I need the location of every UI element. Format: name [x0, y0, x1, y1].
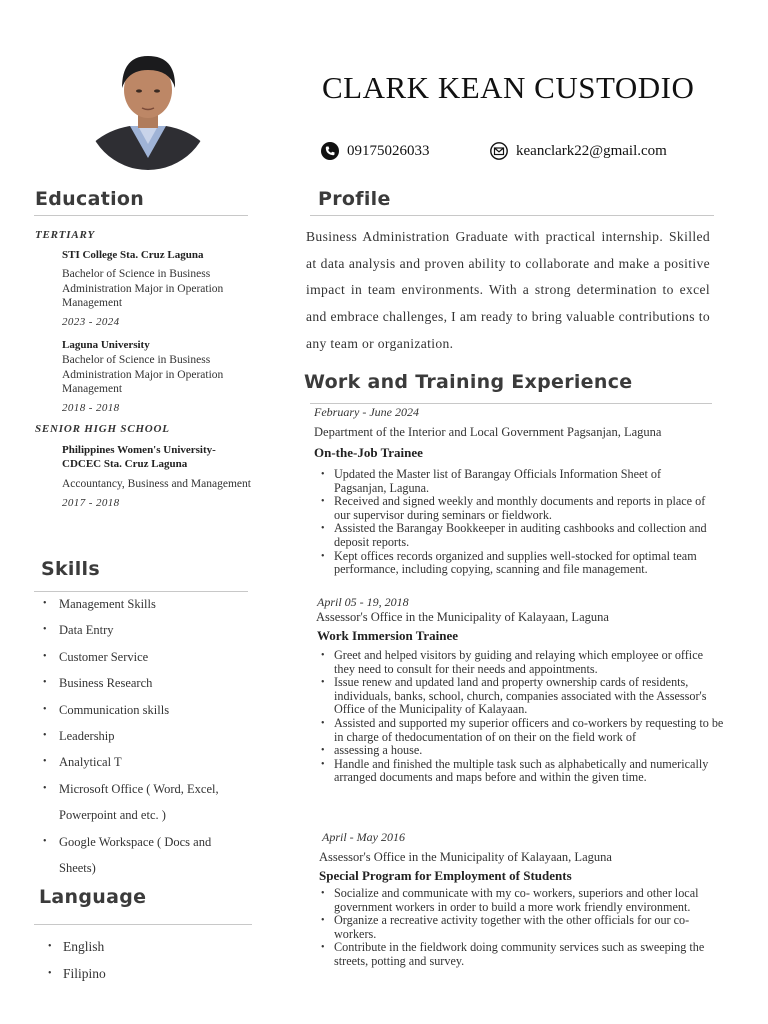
phone-number[interactable]: 09175026033 — [347, 142, 430, 159]
education-entry — [62, 443, 252, 509]
entry-role: Special Program for Employment of Students — [319, 868, 572, 883]
degree: Accountancy, Business and Management — [62, 478, 251, 490]
education-entry — [62, 248, 252, 328]
skills-heading: Skills — [41, 558, 100, 580]
experience-rule — [310, 403, 712, 404]
profile-rule — [310, 215, 714, 216]
entry-duties — [315, 649, 725, 785]
experience-heading: Work and Training Experience — [304, 371, 633, 393]
list-item: • Filipino — [39, 960, 239, 987]
school-name: STI College Sta. Cruz Laguna — [62, 249, 204, 261]
list-item: • Data Entry — [35, 617, 250, 643]
list-item: • Leadership — [35, 723, 250, 749]
school-name: Philippines Women's University- CDCEC Sta. Cruz Laguna — [62, 444, 216, 470]
degree: Bachelor of Science in Business Administration Major in Operation Management — [62, 354, 224, 395]
entry-duties — [315, 468, 715, 577]
email-icon — [490, 142, 508, 160]
list-item: • Greet and helped visitors by guiding and relaying which employee or office they need to consult for their needs and appointments. — [315, 649, 725, 676]
list-item: • Google Workspace ( Docs and Sheets) — [35, 829, 250, 882]
list-item: • Management Skills — [35, 591, 250, 617]
list-item: • Received and signed weekly and monthly documents and reports in place of our supervisor during seminars or fieldwork. — [315, 495, 715, 522]
language-heading: Language — [39, 886, 147, 908]
profile-heading: Profile — [318, 188, 391, 210]
language-list — [39, 933, 239, 987]
entry-date: February - June 2024 — [314, 405, 419, 419]
list-item: • Socialize and communicate with my co- workers, superiors and other local government workers in order to build a more work friendly environment. — [315, 887, 725, 914]
education-rule — [34, 215, 248, 216]
education-tertiary-label: TERTIARY — [35, 229, 95, 241]
list-item: • Assisted the Barangay Bookkeeper in auditing cashbooks and collection and deposit reports. — [315, 522, 715, 549]
profile-photo — [86, 46, 210, 170]
entry-date: April - May 2016 — [322, 830, 405, 844]
school-name: Laguna University — [62, 339, 150, 351]
years: 2018 - 2018 — [62, 401, 120, 414]
entry-organization: Department of the Interior and Local Government Pagsanjan, Laguna — [314, 425, 662, 439]
entry-role: Work Immersion Trainee — [317, 628, 459, 643]
skills-list — [35, 591, 250, 881]
list-item: • Assisted and supported my superior officers and co-workers by requesting to be in charge of thedocumentation of on their on the field work of — [315, 717, 725, 744]
profile-summary: Business Administration Graduate with practical internship. Skilled at data analysis and proven ability to collaborate and make a positive impact in team environments. With a strong determination to excel and embrace challenges, I am ready to bring valuable contributions to any team or organization. — [306, 229, 710, 351]
years: 2023 - 2024 — [62, 315, 120, 328]
degree: Bachelor of Science in Business Administration Major in Operation Management — [62, 268, 224, 309]
candidate-name: CLARK KEAN CUSTODIO — [322, 70, 695, 105]
phone-contact — [321, 142, 430, 160]
list-item: • Kept offices records organized and supplies well-stocked for optimal team performance, including copying, scanning and file management. — [315, 550, 715, 577]
list-item: • assessing a house. — [315, 744, 725, 758]
list-item: • Issue renew and updated land and property ownership cards of residents, individuals, banks, school, church, companies associated with the Assessor's Office of the Municipality of Kalayaan. — [315, 676, 725, 717]
list-item: • Business Research — [35, 670, 250, 696]
phone-icon — [321, 142, 339, 160]
list-item: • Customer Service — [35, 644, 250, 670]
entry-organization: Assessor's Office in the Municipality of Kalayaan, Laguna — [316, 610, 609, 624]
education-entry — [62, 338, 252, 414]
entry-organization: Assessor's Office in the Municipality of Kalayaan, Laguna — [319, 850, 612, 864]
list-item: • Communication skills — [35, 697, 250, 723]
entry-date: April 05 - 19, 2018 — [317, 595, 409, 609]
entry-role: On-the-Job Trainee — [314, 445, 423, 460]
list-item: • English — [39, 933, 239, 960]
language-rule — [34, 924, 252, 925]
list-item: • Contribute in the fieldwork doing community services such as sweeping the streets, potting and survey. — [315, 941, 725, 968]
entry-duties — [315, 887, 725, 969]
email-address[interactable]: keanclark22@gmail.com — [516, 142, 667, 159]
list-item: • Organize a recreative activity together with the other officials for our co-workers. — [315, 914, 725, 941]
education-heading: Education — [35, 188, 145, 210]
list-item: • Handle and finished the multiple task such as alphabetically and numerically arranged documents and maps before and within the given time. — [315, 758, 725, 785]
list-item: • Microsoft Office ( Word, Excel, Powerpoint and etc. ) — [35, 776, 250, 829]
years: 2017 - 2018 — [62, 496, 120, 509]
email-contact — [490, 142, 667, 160]
list-item: • Updated the Master list of Barangay Officials Information Sheet of Pagsanjan, Laguna. — [315, 468, 715, 495]
education-shs-label: SENIOR HIGH SCHOOL — [35, 423, 170, 435]
list-item: • Analytical T — [35, 749, 250, 775]
